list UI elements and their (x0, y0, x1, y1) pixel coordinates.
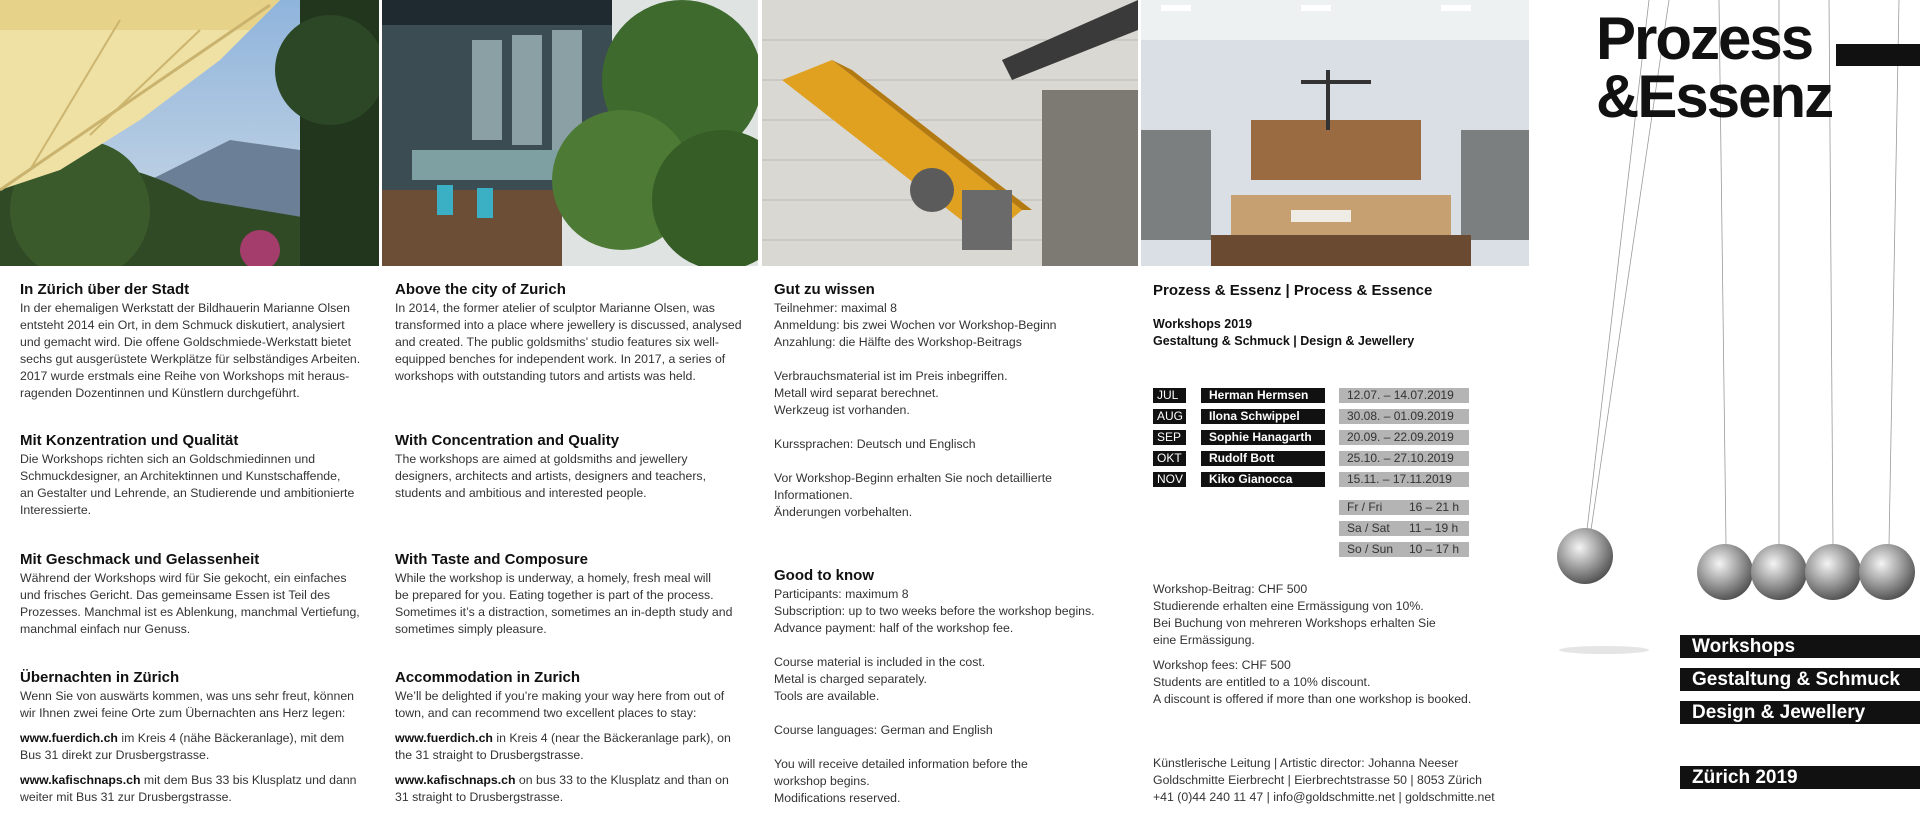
hours-time: 11 – 19 h (1409, 521, 1459, 535)
cover-badge: Gestaltung & Schmuck (1680, 668, 1920, 691)
hotel-description: in Kreis 4 (near the Bäckeranlage park), on the 31 straight to Drusbergstrasse. (395, 731, 731, 762)
schedule-tutor: Herman Hermsen (1201, 388, 1325, 403)
fee-text-english: Workshop fees: CHF 500 Students are entitled to a 10% discount. A discount is offered if more than one workshop is booked. (1153, 658, 1472, 706)
hours-row (1339, 521, 1469, 536)
schedule-month: SEP (1153, 430, 1186, 445)
schedule-date: 12.07. – 14.07.2019 (1339, 388, 1469, 403)
section-title: With Concentration and Quality (395, 432, 620, 449)
schedule-tutor: Rudolf Bott (1201, 451, 1325, 466)
cover-badge: Design & Jewellery (1680, 701, 1920, 724)
section-title: In Zürich über der Stadt (20, 281, 190, 298)
house-pine-photo (382, 0, 758, 266)
hours-time: 10 – 17 h (1409, 542, 1460, 556)
hotel-description: im Kreis 4 (nähe Bäckeranlage), mit dem Bus 31 direkt zur Drusbergstrasse. (20, 731, 345, 762)
section-text: Die Workshops richten sich an Goldschmiedinnen und Schmuckdesigner, an Architektinnen und Kunstschaffende, an Gestalter und Lehrende, an Studierende und ambitionierte Interessierte. (20, 452, 355, 517)
section-text: Participants: maximum 8 Subscription: up to two weeks before the workshop begins. Advance payment: half of the workshop fee. Course material is included in the cost. Metal is charged separately. Tools are available. Course languages: German and English You will receive detailed information before the workshop begins. Modifications reserved. (774, 587, 1095, 805)
hotel-description: on bus 33 to the Klusplatz and than on 31 straight to Drusbergstrasse. (395, 773, 729, 804)
schedule-month: NOV (1153, 472, 1186, 487)
hotel-link[interactable]: www.fuerdich.ch (395, 731, 493, 745)
cover-badge: Workshops (1680, 635, 1920, 658)
section-text: Während der Workshops wird für Sie gekocht, ein einfaches und frisches Gericht. Das gemeinsame Essen ist Teil des Prozesses. Manchmal ist es Ablenkung, manchmal Vertiefung, manchmal einfach nur Genuss. (20, 571, 360, 636)
logo-bar (1836, 44, 1920, 66)
schedule-tutor: Ilona Schwippel (1201, 409, 1325, 424)
section-title: Mit Konzentration und Qualität (20, 432, 239, 449)
section-title: With Taste and Composure (395, 551, 588, 568)
workshop-interior-photo (1141, 0, 1529, 266)
section-title: Accommodation in Zurich (395, 669, 581, 686)
schedule-tutor: Kiko Gianocca (1201, 472, 1325, 487)
section-title: Good to know (774, 567, 874, 584)
schedule-tutor: Sophie Hanagarth (1201, 430, 1325, 445)
section-title: Above the city of Zurich (395, 281, 566, 298)
schedule-date: 25.10. – 27.10.2019 (1339, 451, 1469, 466)
section-text: Teilnehmer: maximal 8 Anmeldung: bis zwei Wochen vor Workshop-Beginn Anzahlung: die Hälfte des Workshop-Beitrags Verbrauchsmaterial ist im Preis inbegriffen. Metall wird separat berechnet. Werkzeug ist vorhanden. Kurssprachen: Deutsch und Englisch Vor Workshop-Beginn erhalten Sie noch detaillierte Informationen. Änderungen vorbehalten. (774, 301, 1057, 519)
program-title: Prozess & Essenz | Process & Essence (1153, 282, 1433, 299)
studio-crane-photo (762, 0, 1138, 266)
contact-info: Künstlerische Leitung | Artistic director: Johanna Neeser Goldschmitte Eierbrecht | Eierbrechtstrasse 50 | 8053 Zürich +41 (0)44 240 11 47 | info@goldschmitte.net | goldschmitte.net (1153, 756, 1495, 804)
hours-time: 16 – 21 h (1409, 500, 1460, 514)
hours-row (1339, 500, 1469, 515)
section-text: While the workshop is underway, a homely, fresh meal will be prepared for you. Eating together is part of the process. Sometimes it’s a distraction, sometimes an in-depth study and sometimes simply pleasure. (395, 571, 733, 636)
logo (1596, 5, 1833, 130)
schedule-date: 15.11. – 17.11.2019 (1339, 472, 1469, 487)
hours-day: Sa / Sat (1347, 521, 1390, 535)
logo-line: &Essenz (1596, 63, 1833, 130)
schedule-date: 30.08. – 01.09.2019 (1339, 409, 1469, 424)
hotel-link[interactable]: www.kafischnaps.ch (395, 773, 516, 787)
hotel-link[interactable]: www.fuerdich.ch (20, 731, 118, 745)
schedule-month: OKT (1153, 451, 1186, 466)
hours-row (1339, 542, 1469, 557)
section-title: Übernachten in Zürich (20, 669, 180, 686)
schedule-date: 20.09. – 22.09.2019 (1339, 430, 1469, 445)
hotel-description: mit dem Bus 33 bis Klusplatz und dann weiter mit Bus 31 zur Drusbergstrasse. (20, 773, 357, 804)
schedule-month: AUG (1153, 409, 1186, 424)
garden-umbrella-photo (0, 0, 379, 266)
program-subtitle: Workshops 2019 (1153, 317, 1253, 331)
hours-day: Fr / Fri (1347, 500, 1383, 514)
section-text: In der ehemaligen Werkstatt der Bildhauerin Marianne Olsen entsteht 2014 ein Ort, in dem Schmuck diskutiert, analysiert und gemacht wird. Die offene Goldschmiede-Werkstatt bietet sechs gut ausgerüstete Werkplätze für selbständiges Arbeiten. 2017 wurde erstmals eine Reihe von Workshops mit heraus- ragenden Dozentinnen und Künstlern durchgeführt. (20, 301, 361, 400)
section-text: The workshops are aimed at goldsmiths and jewellery designers, architects and artists, designers and teachers, students and ambitious and interested people. (395, 452, 707, 500)
section-text: Wenn Sie von auswärts kommen, was uns sehr freut, können wir Ihnen zwei feine Orte zum Übernachten ans Herz legen: (20, 689, 355, 720)
logo-line: Prozess (1596, 5, 1813, 72)
fee-text-german: Workshop-Beitrag: CHF 500 Studierende erhalten eine Ermässigung von 10%. Bei Buchung von mehreren Workshops erhalten Sie eine Ermässigung. (1153, 582, 1436, 647)
schedule-month: JUL (1153, 388, 1186, 403)
hotel-link[interactable]: www.kafischnaps.ch (20, 773, 141, 787)
section-title: Gut zu wissen (774, 281, 875, 298)
city-year-badge: Zürich 2019 (1680, 766, 1920, 789)
section-text: In 2014, the former atelier of sculptor Marianne Olsen, was transformed into a place where jewellery is discussed, analysed and created. The public goldsmiths’ studio features six well- equipped benches for independent work. In 2017, a series of workshops with outstanding tutors and artists was held. (395, 301, 742, 383)
section-title: Mit Geschmack und Gelassenheit (20, 551, 260, 568)
program-subtitle: Gestaltung & Schmuck | Design & Jewellery (1153, 334, 1415, 348)
section-text: We’ll be delighted if you’re making your way here from out of town, and can recommend two excellent places to stay: (395, 689, 725, 720)
hours-day: So / Sun (1347, 542, 1394, 556)
